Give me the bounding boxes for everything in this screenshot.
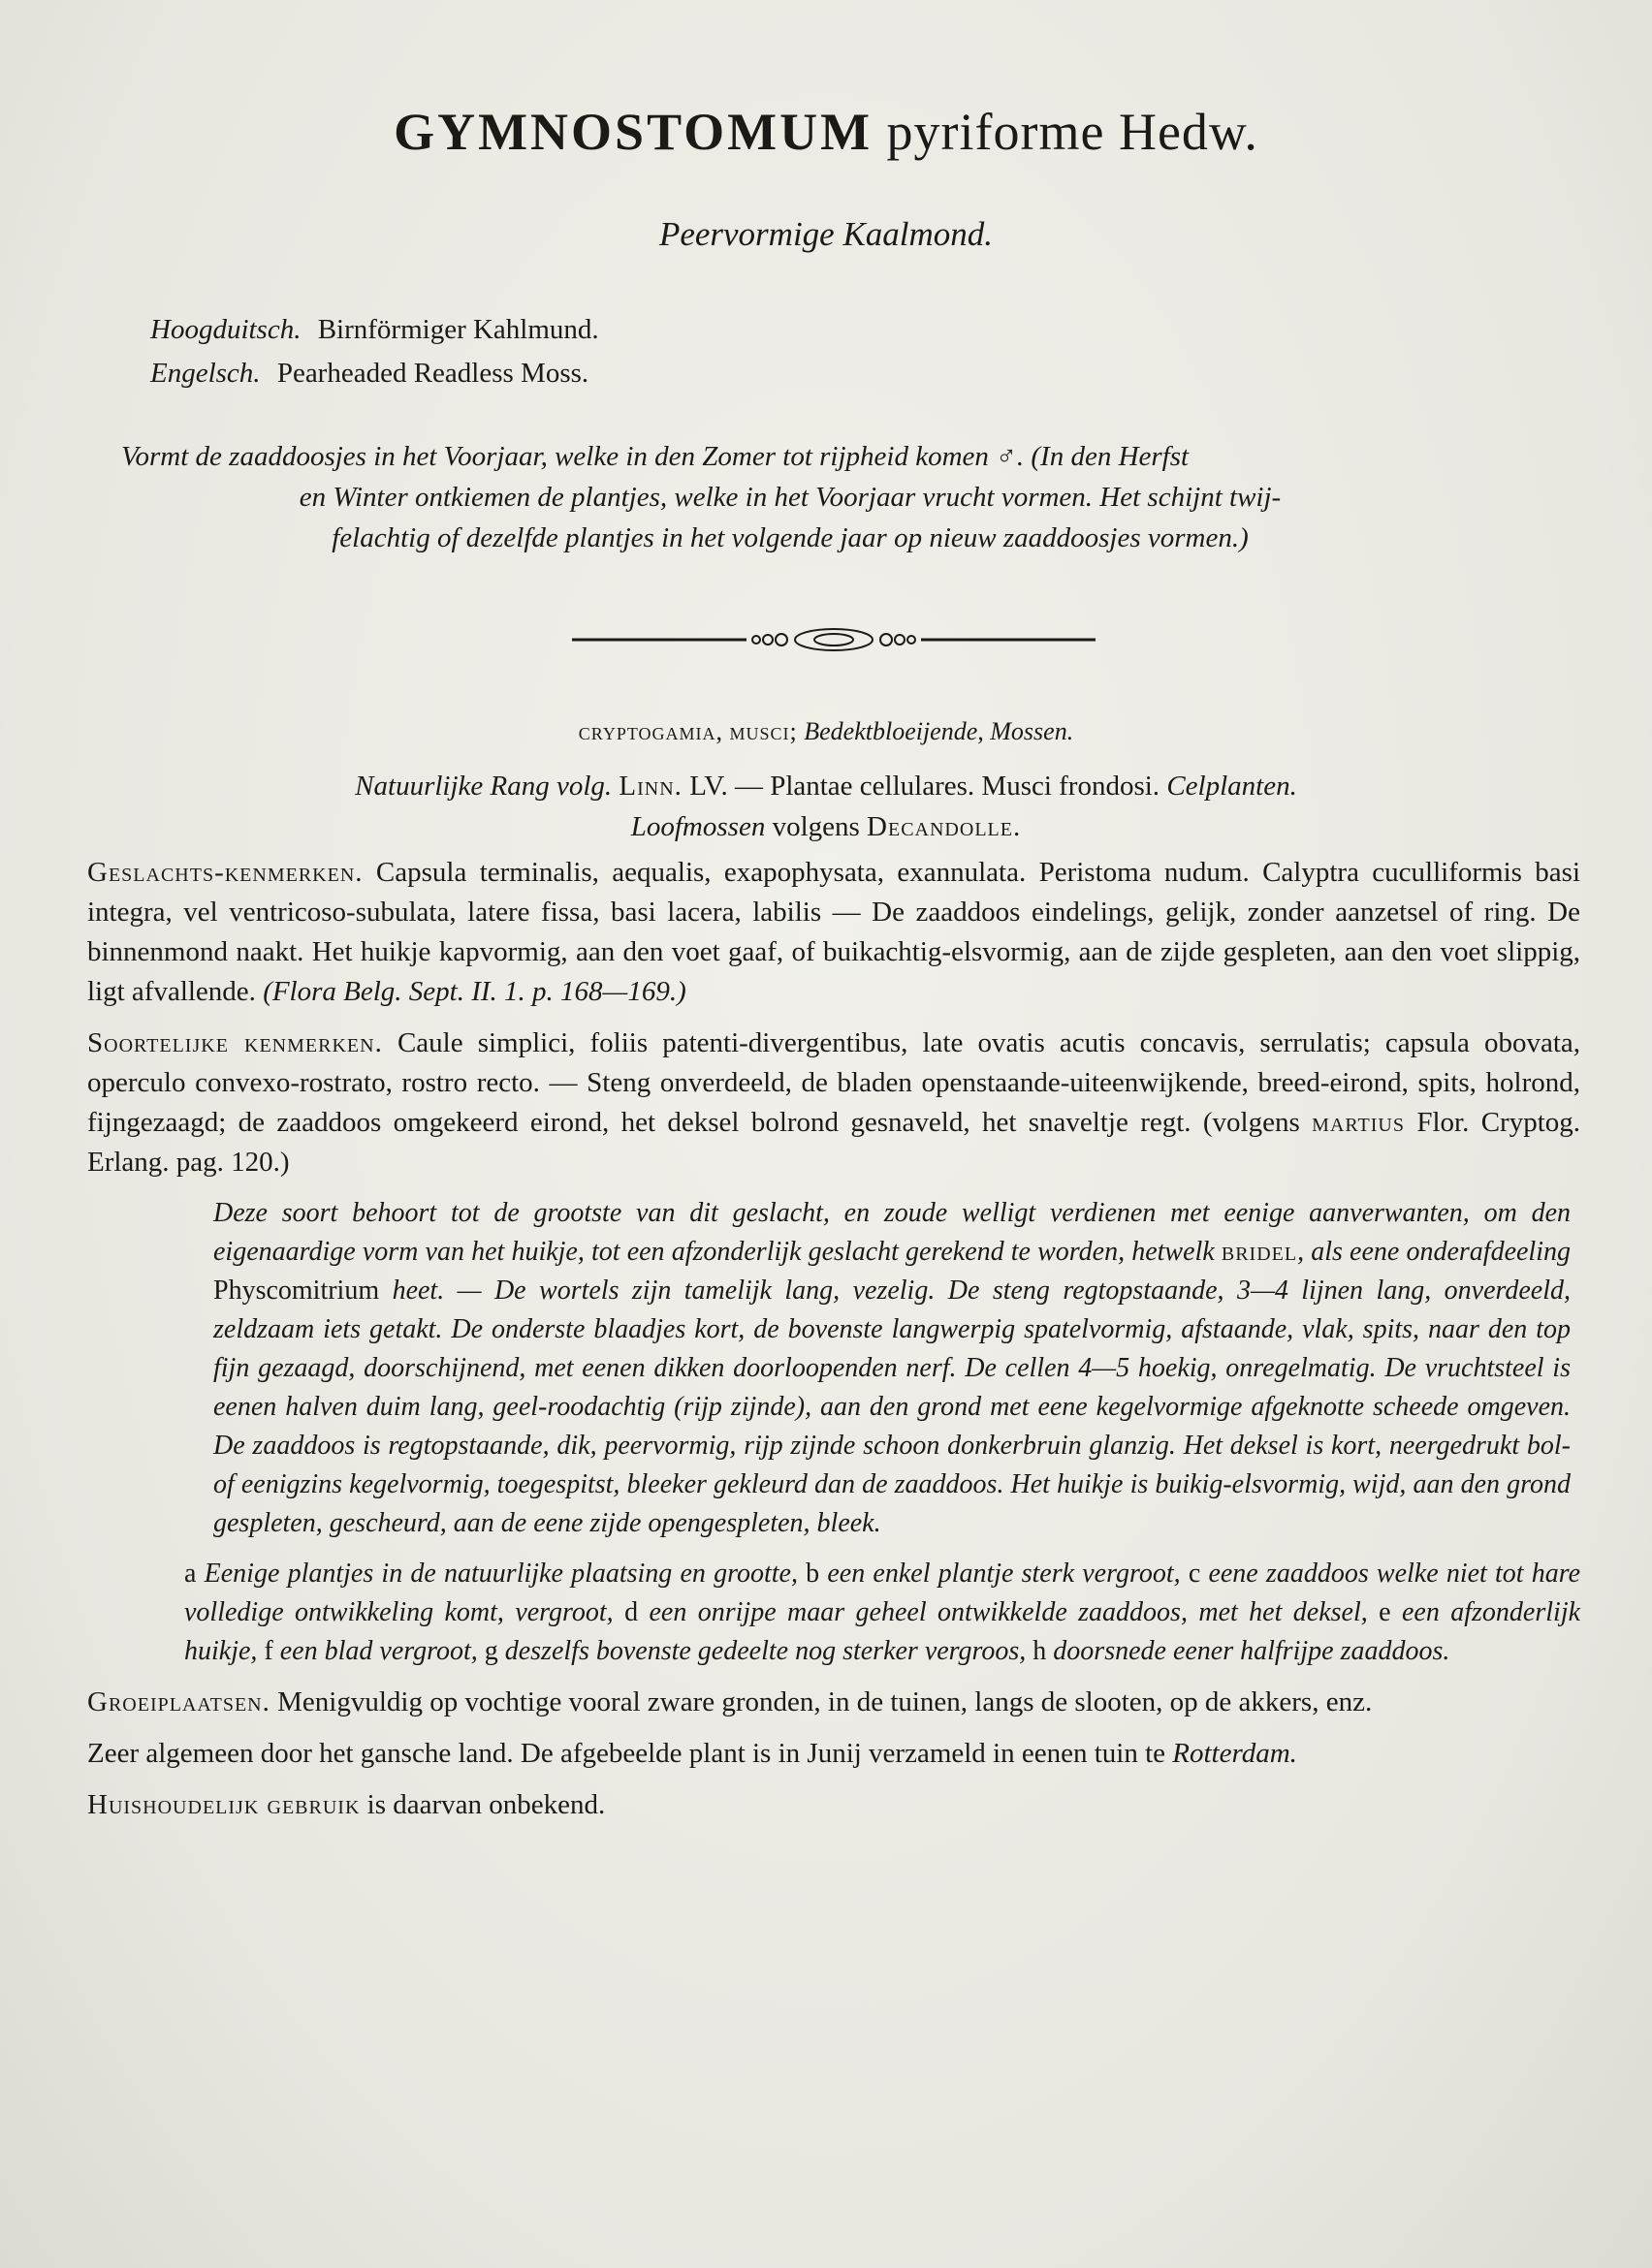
figure-text: doorsnede eener halfrijpe zaaddoos.: [1053, 1636, 1450, 1666]
title-species: pyriforme Hedw.: [886, 103, 1258, 161]
distribution-place: Rotterdam.: [1172, 1738, 1297, 1769]
figure-text: een onrijpe maar geheel ontwikkelde zaaddoos, met het deksel,: [649, 1597, 1368, 1627]
species-text: Caule simplici, foliis patenti-divergentibus, late ovatis acutis concavis, serrulatis; capsula obovata, operculo convexo-rostrato, rostro recto. — Steng onverdeeld, de bladen openstaande-uiteenwijkende, breed-eirond, spits, holrond, fijngezaagd; de zaaddoos omgekeerd eirond, het deksel bolrond gesnaveld, het snaveltje regt. (volgens: [87, 1027, 1581, 1138]
title-genus: GYMNOSTOMUM: [394, 103, 874, 161]
description-a: Deze soort behoort tot de grootste van dit geslacht, en zoude welligt verdienen met eenige aanverwanten, om den eigenaardige vorm van het huikje, tot een afzonderlijk geslacht gerekend te worden, hetwelk: [213, 1198, 1571, 1267]
name-value: Birnförmiger Kahlmund.: [317, 314, 599, 345]
season-line: Vormt de zaaddoosjes in het Voorjaar, welke in den Zomer tot rijpheid komen ♂. (In den Herfst: [121, 441, 1190, 472]
figure-letter: b: [806, 1559, 820, 1589]
description-b: , als eene onderafdeeling: [1297, 1237, 1571, 1267]
species-characters: [87, 1024, 1580, 1182]
species-martius: martius: [1312, 1107, 1405, 1138]
rank-volgens: volgens: [772, 811, 860, 842]
description: [213, 1194, 1571, 1543]
rank-linn: Linn.: [619, 771, 683, 802]
figure-letter: g: [484, 1636, 498, 1666]
vernacular-names: [150, 308, 599, 395]
class-musci: musci;: [729, 717, 798, 745]
description-c: heet. — De wortels zijn tamelijk lang, vezelig. De steng regtopstaande, 3—4 lijnen lang, onverdeeld, zeldzaam iets getakt. De onderste blaadjes kort, de bovenste langwerpig spatelvormig, afstaande, vlak, spits, naar den top fijn gezaagd, doorschijnend, met eenen dikken doorloopenden nerf. De cellen 4—5 hoekig, onregelmatig. De vruchtsteel is eenen halven duim lang, geel-roodachtig (rijp zijnde), aan den grond met eene kegelvormige afgeknotte scheede omgeven. De zaaddoos is regtopstaande, dik, peervormig, rijp zijnde schoon donkerbruin glanzig. Het deksel is kort, neergedrukt bol- of eenigzins kegelvormig, toegespitst, bleeker gekleurd dan de zaaddoos. Het huikje is buikig-elsvormig, wijd, aan den grond gespleten, gescheurd, aan de eene zijde opengespleten, bleek.: [213, 1276, 1572, 1538]
class-dutch: Bedektbloeijende, Mossen.: [804, 717, 1074, 745]
figure-text: een afzonderlijk huikje,: [184, 1597, 1581, 1666]
page-title: [0, 102, 1652, 162]
figure-letter: a: [184, 1559, 197, 1589]
figure-text: een enkel plantje sterk vergroot,: [827, 1559, 1181, 1589]
description-physcomitrium: Physcomitrium: [213, 1276, 380, 1306]
name-language: Hoogduitsch.: [150, 314, 302, 345]
economic-use: [87, 1785, 1580, 1825]
figure-text: Eenige plantjes in de natuurlijke plaatsing en grootte,: [204, 1559, 798, 1589]
natural-rank: [0, 766, 1652, 847]
distribution-text: Zeer algemeen door het gansche land. De afgebeelde plant is in Junij verzameld in eenen tuin te: [87, 1738, 1166, 1769]
figure-legend: [184, 1555, 1580, 1671]
genus-ref: (Flora Belg. Sept. II. 1. p. 168—169.): [263, 976, 686, 1007]
habitat-label: Groeiplaatsen.: [87, 1686, 270, 1717]
main-text: [87, 853, 1580, 1837]
ornamental-divider: [572, 625, 1096, 654]
figure-letter: h: [1032, 1636, 1047, 1666]
name-row: [150, 308, 599, 352]
rank-decandolle: Decandolle.: [867, 811, 1022, 842]
season-note: [121, 436, 1459, 558]
figure-letter: f: [264, 1636, 273, 1666]
species-ref: Flor. Cryptog. Erlang. pag. 120.): [87, 1107, 1581, 1178]
distribution: [87, 1734, 1580, 1774]
figure-letter: e: [1379, 1597, 1391, 1627]
season-line: felachtig of dezelfde plantjes in het volgende jaar op nieuw zaaddoosjes vormen.): [332, 522, 1249, 553]
name-language: Engelsch.: [150, 358, 261, 389]
rank-celplanten: Celplanten.: [1166, 771, 1297, 802]
page-subtitle: Peervormige Kaalmond.: [658, 215, 994, 253]
classification: [0, 717, 1652, 746]
name-value: Pearheaded Readless Moss.: [276, 358, 589, 389]
genus-text: Capsula terminalis, aequalis, exapophysata, exannulata. Peristoma nudum. Calyptra cuculliformis basi integra, vel ventricoso-subulata, latere fissa, basi lacera, labilis — De zaaddoos eindelings, gelijk, zonder aanzetsel of ring. De binnenmond naakt. Het huikje kapvormig, aan den voet gaaf, of buikachtig-elsvormig, aan de zijde gespleten, aan den voet slippig, ligt afvallende.: [87, 857, 1581, 1007]
class-cryptogamia: cryptogamia,: [578, 717, 723, 745]
habitat: [87, 1683, 1580, 1722]
genus-characters: [87, 853, 1580, 1012]
figure-letter: c: [1188, 1559, 1201, 1589]
rank-label: Natuurlijke Rang volg.: [355, 771, 613, 802]
figure-text: eene zaaddoos welke niet tot hare volledige ontwikkeling komt, vergroot,: [184, 1559, 1581, 1627]
rank-text: LV. — Plantae cellulares. Musci frondosi.: [689, 771, 1160, 802]
habitat-text: Menigvuldig op vochtige vooral zware gronden, in de tuinen, langs de slooten, op de akkers, enz.: [277, 1686, 1373, 1717]
name-row: [150, 352, 599, 395]
figure-letter: d: [624, 1597, 639, 1627]
figure-text: een blad vergroot,: [279, 1636, 478, 1666]
rank-loofmossen: Loofmossen: [630, 811, 766, 842]
description-bridel: bridel: [1221, 1237, 1298, 1267]
species-label: Soortelijke kenmerken.: [87, 1027, 383, 1058]
use-label: Huishoudelijk gebruik: [87, 1789, 361, 1820]
figure-text: deszelfs bovenste gedeelte nog sterker vergroos,: [504, 1636, 1027, 1666]
use-text: is daarvan onbekend.: [366, 1789, 606, 1820]
season-line: en Winter ontkiemen de plantjes, welke in het Voorjaar vrucht vormen. Het schijnt twij-: [299, 482, 1282, 513]
genus-label: Geslachts-kenmerken.: [87, 857, 364, 888]
